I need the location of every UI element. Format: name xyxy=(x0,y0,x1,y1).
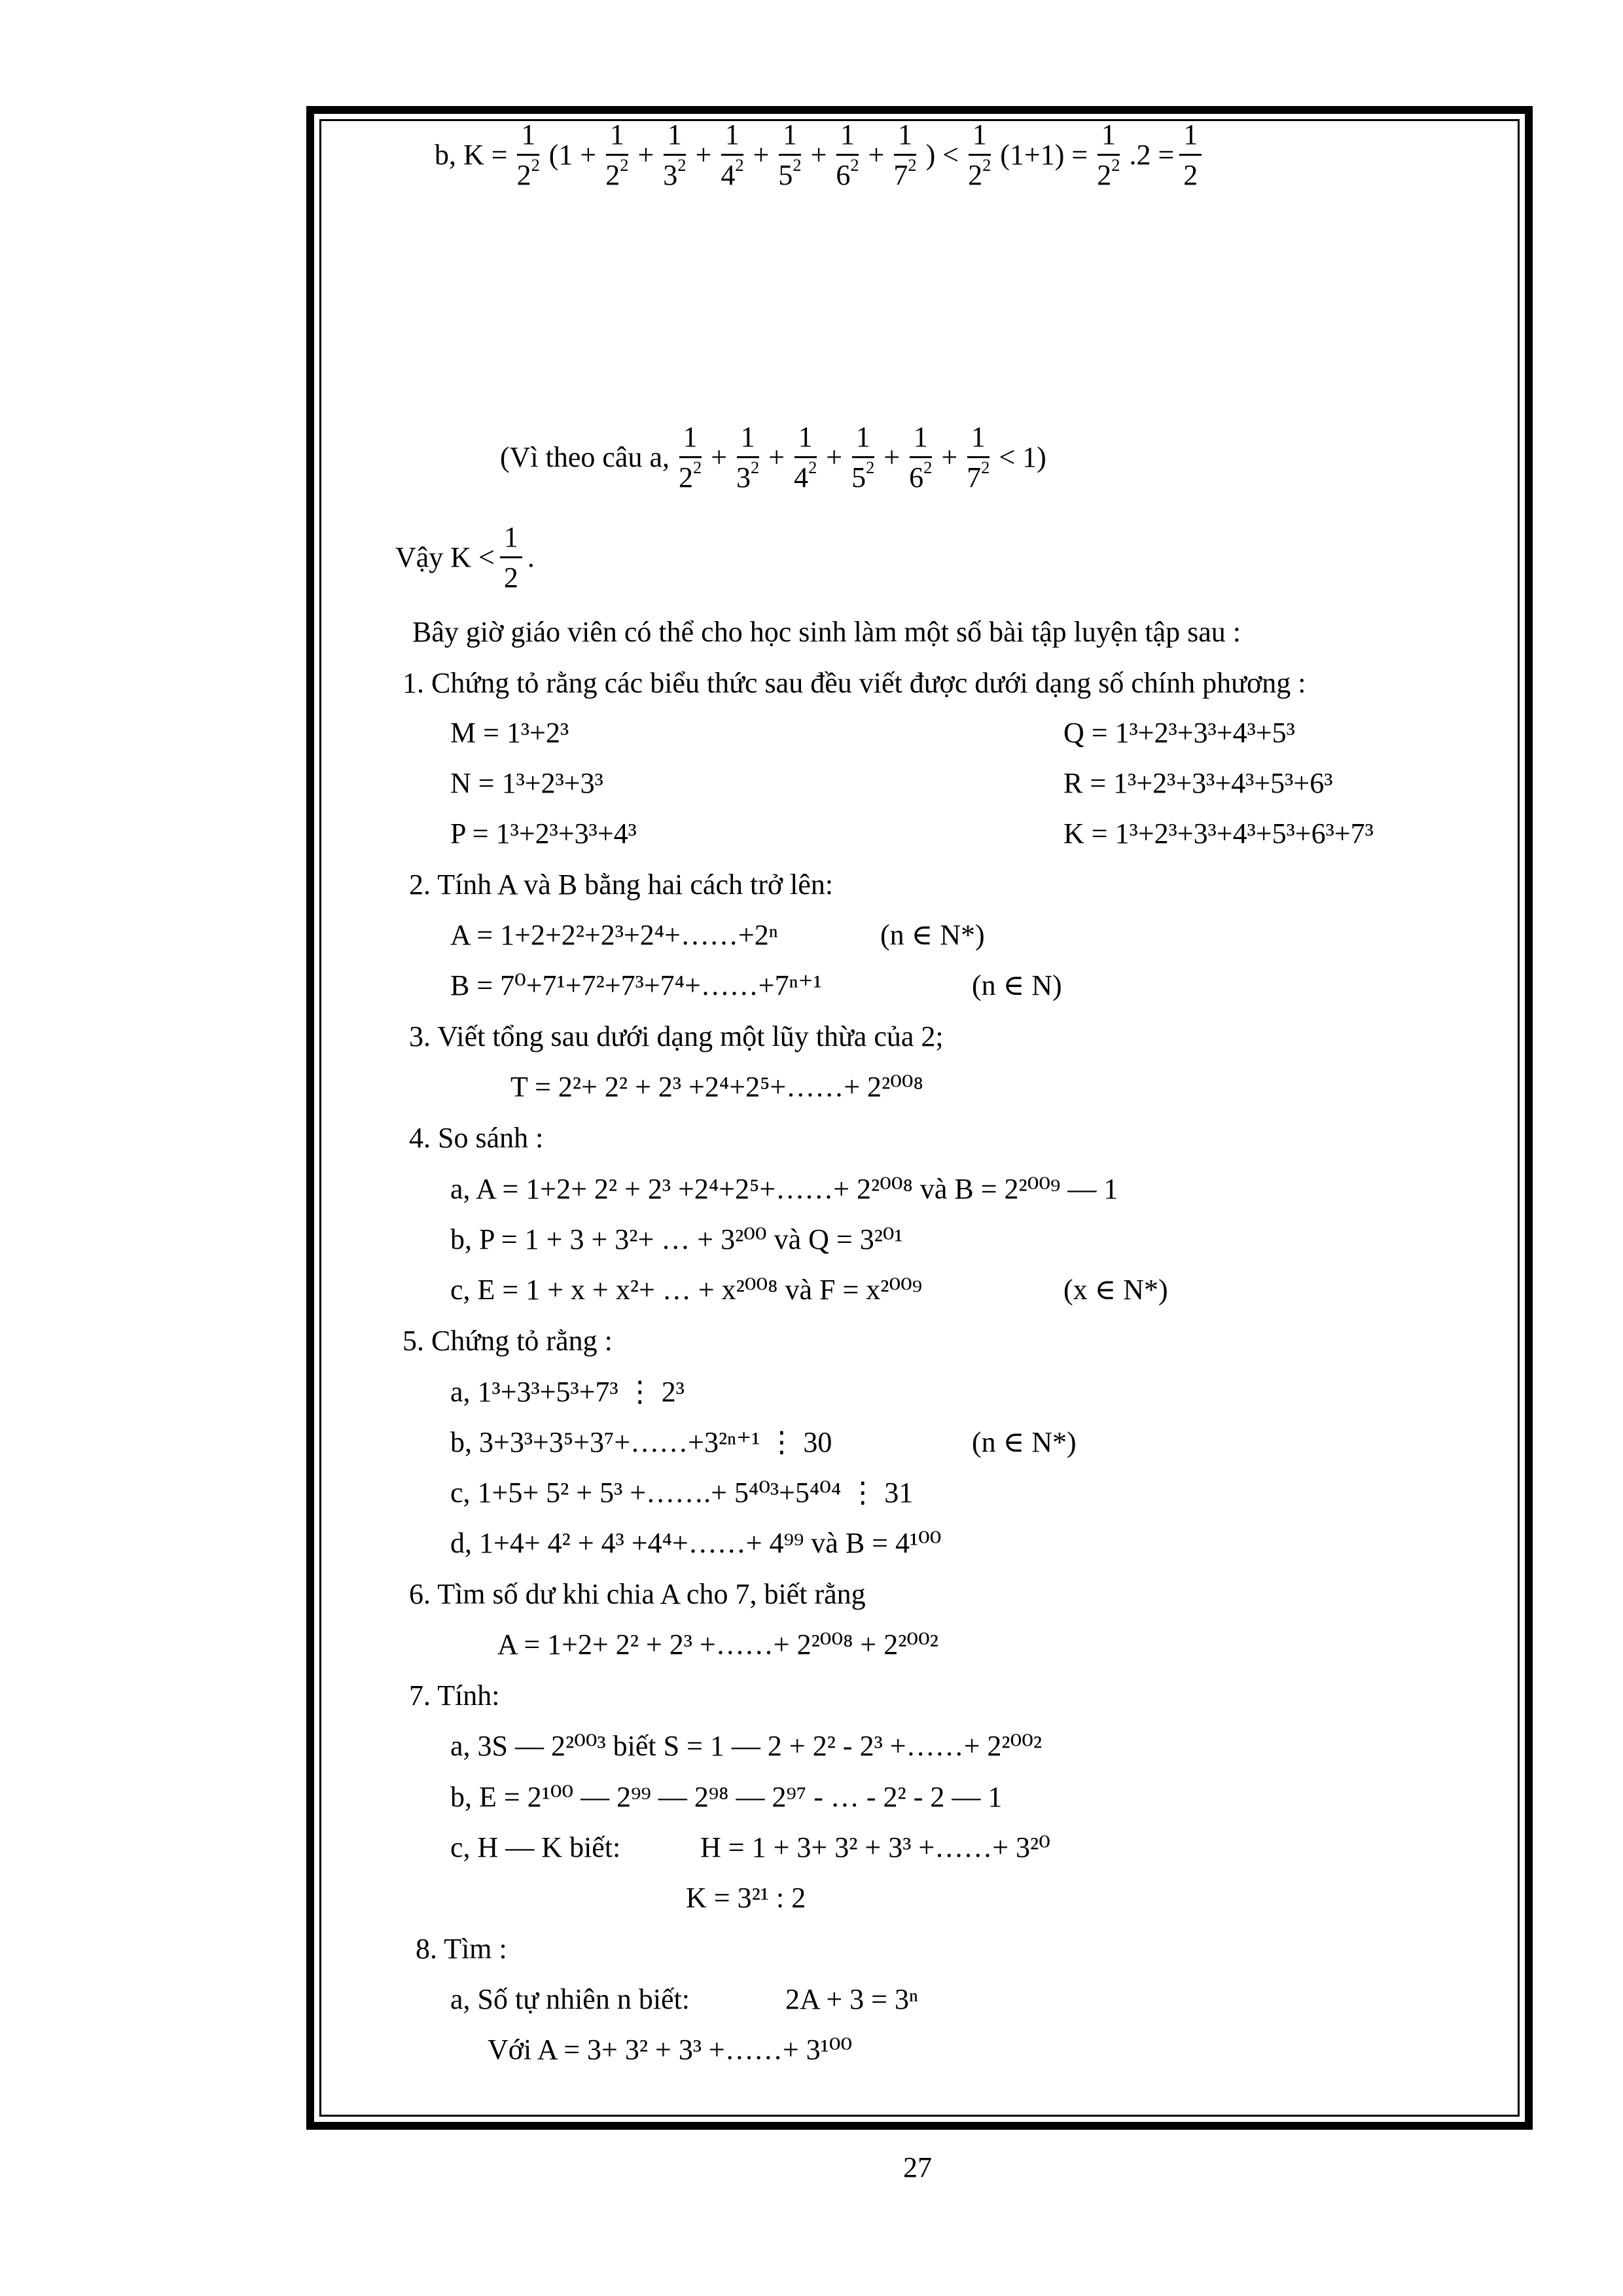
ex5-title: 5. Chứng tỏ rằng : xyxy=(402,1325,613,1357)
fraction: $\frac{1}{5^2}$ xyxy=(778,118,802,191)
ex8-title: 8. Tìm : xyxy=(416,1933,507,1965)
equation-b-line: b, K = $\frac{1}{2^2}$ (1 + $\frac{1}{2^2}$ + $\frac{1}{3^2}$ + $\frac{1}{4^2}$ + $\frac{1}{5^2}$ + $\frac{1}{6^2}$ + $\frac{1}{7^2}$ ) < $\frac{1}{2^2}$ (1+1) = $\frac{1}{2^2}$ .2 = $\frac{1}{2}$ xyxy=(432,118,1204,192)
ex4-a: a, A = 1+2+ 2² + 2³ +2⁴+2⁵+……+ 2²⁰⁰⁸ và B = 2²⁰⁰⁹ — 1 xyxy=(450,1173,1118,1205)
intro-text: Bây giờ giáo viên có thể cho học sinh làm một số bài tập luyện tập sau : xyxy=(412,616,1241,648)
ex7-H: H = 1 + 3+ 3² + 3³ +……+ 3²⁰ xyxy=(700,1831,1050,1863)
ex2-B: B = 7⁰+7¹+7²+7³+7⁴+……+7ⁿ⁺¹ xyxy=(450,969,822,1001)
ex1-P: P = 1³+2³+3³+4³ xyxy=(450,817,637,850)
ex2-A: A = 1+2+2²+2³+2⁴+……+2ⁿ xyxy=(450,919,778,951)
ex8-eq: 2A + 3 = 3ⁿ xyxy=(785,1983,918,2015)
ex1-R: R = 1³+2³+3³+4³+5³+6³ xyxy=(1063,767,1333,799)
fraction: $\frac{1}{5^2}$ xyxy=(851,421,875,493)
fraction: $\frac{1}{3^2}$ xyxy=(663,118,687,191)
ex1-Q: Q = 1³+2³+3³+4³+5³ xyxy=(1063,717,1295,749)
ex2-B-cond: (n ∈ N) xyxy=(972,969,1062,1001)
fraction: $\frac{1}{7^2}$ xyxy=(967,421,990,493)
fraction: $\frac{1}{3^2}$ xyxy=(736,421,760,493)
fraction: $\frac{1}{2}$ xyxy=(1179,118,1202,192)
ex1-K: K = 1³+2³+3³+4³+5³+6³+7³ xyxy=(1063,817,1374,850)
ex4-c: c, E = 1 + x + x²+ … + x²⁰⁰⁸ và F = x²⁰⁰⁹ xyxy=(450,1274,923,1306)
fraction: $\frac{1}{2}$ xyxy=(500,520,522,594)
fraction: $\frac{1}{2^2}$ xyxy=(605,118,629,191)
conclusion-line: Vậy K < $\frac{1}{2}$ . xyxy=(395,521,535,594)
ex6-A: A = 1+2+ 2² + 2³ +……+ 2²⁰⁰⁸ + 2²⁰⁰² xyxy=(497,1628,938,1660)
ex5-b: b, 3+3³+3⁵+3⁷+……+3²ⁿ⁺¹ ⋮ 30 xyxy=(450,1426,832,1458)
ex5-d: d, 1+4+ 4² + 4³ +4⁴+……+ 4⁹⁹ và B = 4¹⁰⁰ xyxy=(450,1527,942,1559)
fraction: $\frac{1}{4^2}$ xyxy=(794,421,817,493)
page-border-inner xyxy=(319,119,1520,2117)
ex5-b-cond: (n ∈ N*) xyxy=(972,1426,1077,1458)
ex3-T: T = 2²+ 2² + 2³ +2⁴+2⁵+……+ 2²⁰⁰⁸ xyxy=(510,1071,923,1103)
ex1-title: 1. Chứng tỏ rằng các biểu thức sau đều viết được dưới dạng số chính phương : xyxy=(402,667,1306,699)
fraction: $\frac{1}{2^2}$ xyxy=(516,118,540,191)
fraction: $\frac{1}{6^2}$ xyxy=(909,421,933,493)
fraction: $\frac{1}{2^2}$ xyxy=(968,118,991,191)
ex7-a: a, 3S — 2²⁰⁰³ biết S = 1 — 2 + 2² - 2³ +……+ 2²⁰⁰² xyxy=(450,1730,1043,1762)
fraction: $\frac{1}{2^2}$ xyxy=(679,421,702,493)
ex4-b: b, P = 1 + 3 + 3²+ … + 3²⁰⁰ và Q = 3²⁰¹ xyxy=(450,1223,903,1255)
ex1-N: N = 1³+2³+3³ xyxy=(450,767,603,799)
ex1-M: M = 1³+2³ xyxy=(450,717,569,749)
ex7-c: c, H — K biết: xyxy=(450,1831,621,1863)
fraction: $\frac{1}{6^2}$ xyxy=(836,118,859,191)
ex7-title: 7. Tính: xyxy=(409,1679,500,1712)
fraction: $\frac{1}{7^2}$ xyxy=(893,118,917,191)
ex3-title: 3. Viết tổng sau dưới dạng một lũy thừa của 2; xyxy=(409,1020,944,1052)
ex2-title: 2. Tính A và B bằng hai cách trở lên: xyxy=(409,869,834,901)
ex8-A: Với A = 3+ 3² + 3³ +……+ 3¹⁰⁰ xyxy=(488,2034,853,2066)
ex7-K: K = 3²¹ : 2 xyxy=(686,1882,806,1914)
fraction: $\frac{1}{4^2}$ xyxy=(721,118,744,191)
ex4-c-cond: (x ∈ N*) xyxy=(1063,1274,1168,1306)
ex8-a: a, Số tự nhiên n biết: xyxy=(450,1983,690,2015)
ex5-c: c, 1+5+ 5² + 5³ +…….+ 5⁴⁰³+5⁴⁰⁴ ⋮ 31 xyxy=(450,1477,914,1509)
ex6-title: 6. Tìm số dư khi chia A cho 7, biết rằng xyxy=(409,1578,866,1610)
page-number: 27 xyxy=(903,2151,932,2183)
ex2-A-cond: (n ∈ N*) xyxy=(880,919,985,951)
ex7-b: b, E = 2¹⁰⁰ — 2⁹⁹ — 2⁹⁸ — 2⁹⁷ - … - 2² - 2 — 1 xyxy=(450,1781,1003,1813)
ex5-a: a, 1³+3³+5³+7³ ⋮ 2³ xyxy=(450,1376,685,1408)
ex4-title: 4. So sánh : xyxy=(409,1122,544,1154)
because-line: (Vì theo câu a, $\frac{1}{2^2}$ + $\frac{1}{3^2}$ + $\frac{1}{4^2}$ + $\frac{1}{5^2}$ + $\frac{1}{6^2}$ + $\frac{1}{7^2}$ < 1) xyxy=(500,421,1046,493)
fraction: $\frac{1}{2^2}$ xyxy=(1097,118,1120,191)
